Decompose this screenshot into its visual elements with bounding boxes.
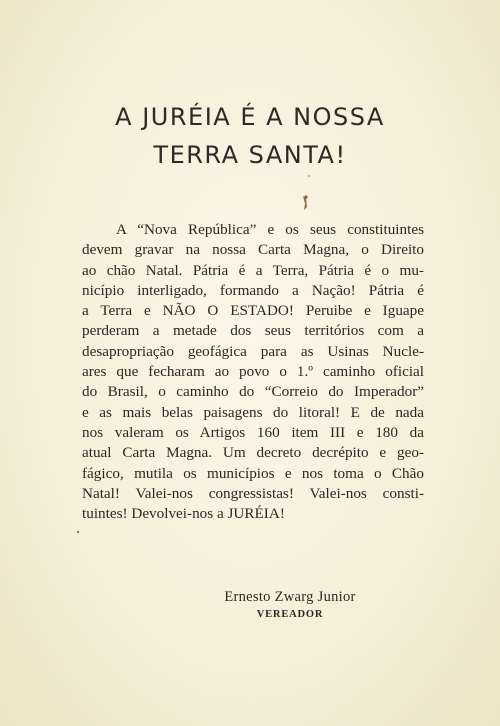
paragraph-line: nos valeram os Artigos 160 item III e 180 da — [82, 423, 424, 441]
paragraph-line: ao chão Natal. Pátria é a Terra, Pátria é o mu- — [82, 261, 424, 279]
paragraph-line: a Terra e NÃO O ESTADO! Peruibe e Iguape — [82, 302, 424, 320]
signature-block — [200, 589, 380, 620]
paragraph-line: atual Carta Magna. Um decreto decrépito e geo- — [82, 444, 424, 462]
paragraph-line: devem gravar na nossa Carta Magna, o Direito — [82, 241, 424, 259]
signer-name: Ernesto Zwarg Junior — [224, 589, 356, 605]
title-line-1: A JURÉIA É A NOSSA — [115, 103, 385, 131]
paragraph-line: perderam a metade dos seus territórios com a — [82, 322, 424, 340]
manifesto-paragraph — [82, 220, 424, 524]
paragraph-line: tuintes! Devolvei-nos a JURÉIA! — [82, 505, 285, 523]
paragraph-line: e as mais belas paisagens do litoral! E de nada — [82, 403, 424, 421]
paragraph-line: fágico, mutila os municípios e nos toma o Chão — [82, 464, 424, 482]
signer-title: VEREADOR — [256, 609, 324, 620]
flyer-title — [60, 98, 440, 174]
paragraph-line: desapropriação geofágica para as Usinas Nucle- — [82, 342, 424, 360]
paragraph-line: Natal! Valei-nos congressistas! Valei-nos consti- — [82, 484, 424, 502]
paragraph-line: ares que fecharam ao povo o 1.º caminho oficial — [82, 363, 424, 381]
paragraph-line: A “Nova República” e os seus constituintes — [116, 221, 424, 238]
title-line-2: TERRA SANTA! — [153, 141, 347, 169]
paragraph-line: do Brasil, o caminho do “Correio do Imperador” — [82, 383, 424, 401]
paragraph-line: nicípio interligado, formando a Nação! Pátria é — [82, 281, 424, 299]
